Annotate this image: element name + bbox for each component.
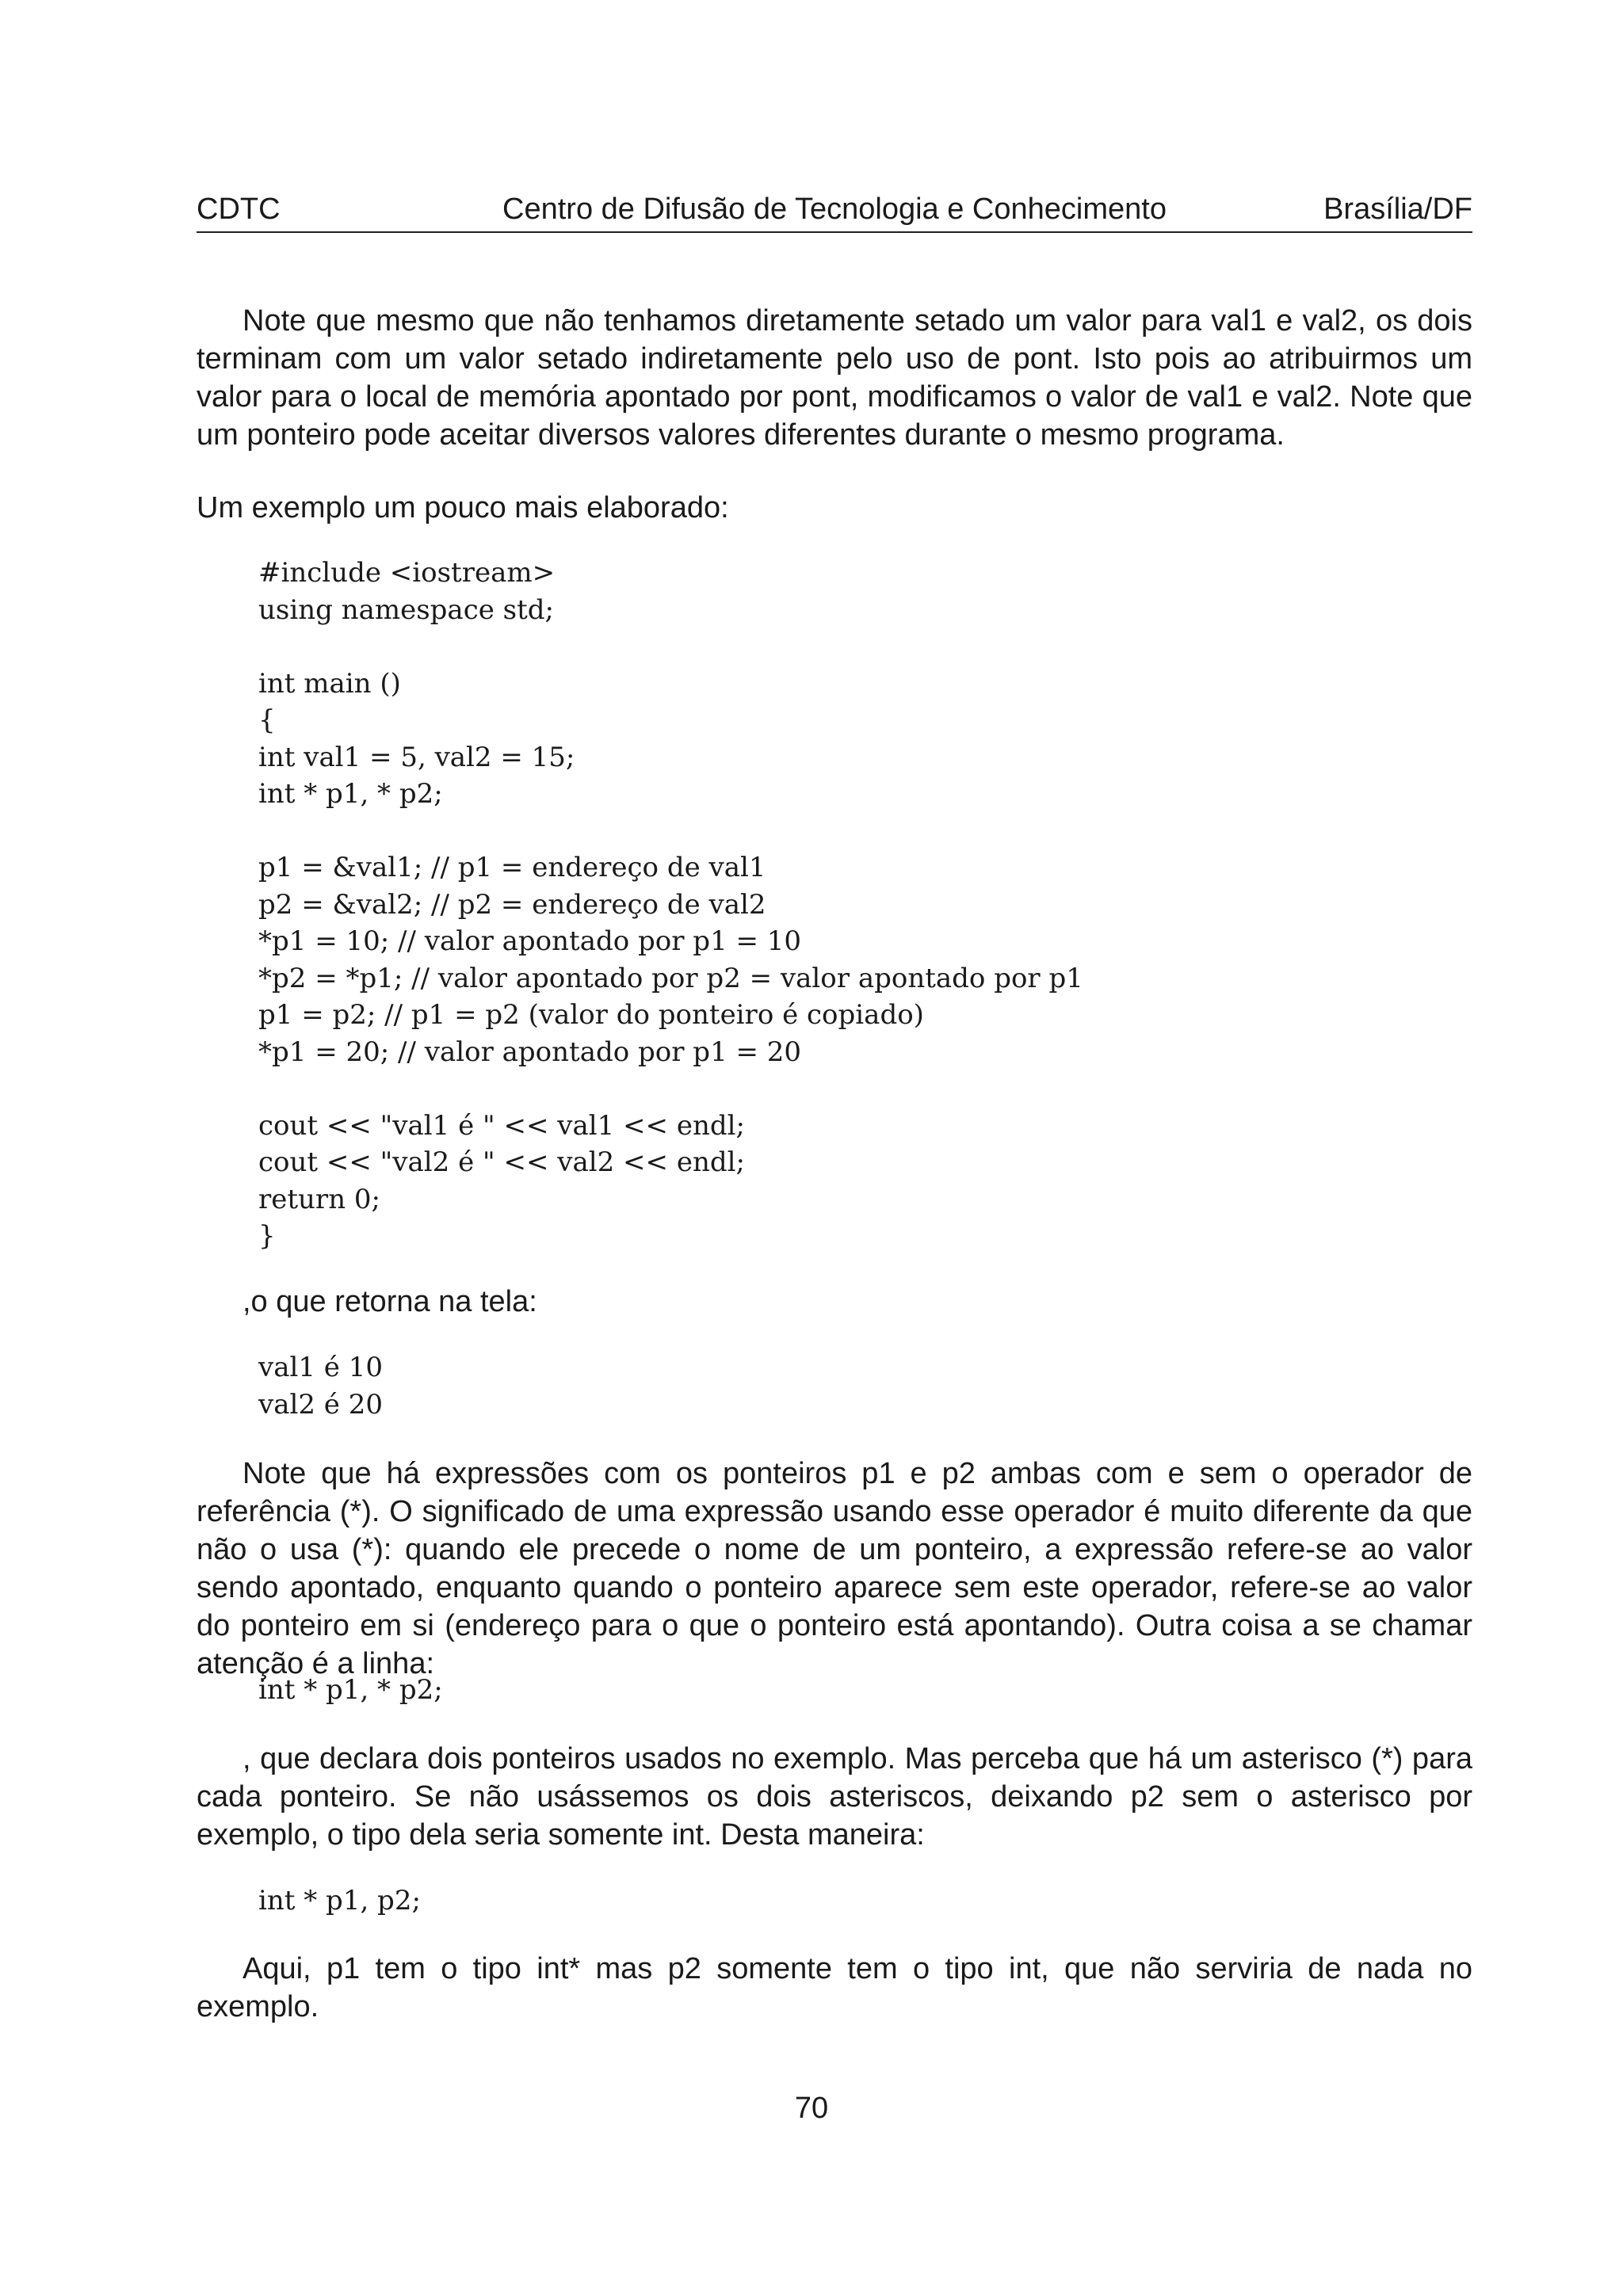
paragraph-output-intro: ,o que retorna na tela: [242, 1285, 537, 1318]
paragraph-example-intro: Um exemplo um pouco mais elaborado: [197, 491, 729, 524]
paragraph-declaration: , que declara dois ponteiros usados no exemplo. Mas perceba que há um asterisco (*) para cada ponteiro. Se não usássemos os dois asteriscos, deixando p2 sem o asterisco por exemplo, o tipo dela seria somente int. Desta maneira: [197, 1742, 1472, 1852]
header-left: CDTC [197, 193, 281, 226]
header-right: Brasília/DF [1323, 193, 1472, 226]
page-number: 70 [794, 2092, 829, 2125]
code-line-declaration-two: int * p1, * p2; [258, 1674, 443, 1706]
header-rule [197, 231, 1472, 233]
paragraph-intro: Note que mesmo que não tenhamos diretamente setado um valor para val1 e val2, os dois terminam com um valor setado indiretamente pelo uso de pont. Isto pois ao atribuirmos um valor para o local de memória apontado por pont, modificamos o valor de val1 e val2. Note que um ponteiro pode aceitar diversos valores diferentes durante o mesmo programa. [197, 304, 1472, 452]
paragraph-conclusion: Aqui, p1 tem o tipo int* mas p2 somente tem o tipo int, que não serviria de nada no exemplo. [197, 1952, 1472, 2023]
header-center: Centro de Difusão de Tecnologia e Conhecimento [502, 193, 1167, 226]
page-header [197, 193, 1472, 232]
code-line-declaration-one: int * p1, p2; [258, 1885, 421, 1917]
code-block-example: #include <iostream> using namespace std; int main () { int val1 = 5, val2 = 15; int * p1, * p2; p1 = &val1; // p1 = endereço de val1 p2 = &val2; // p2 = endereço de val2 *p1 = 10; // valor apontado por p1 = 10 *p2 = *p1; // valor apontado por p2 = valor apontado por p1 p1 = p2; // p1 = p2 (valor do ponteiro é copiado) *p1 = 20; // valor apontado por p1 = 20 cout << "val1 é " << val1 << endl; cout << "val2 é " << val2 << endl; return 0; } [258, 557, 1083, 1252]
paragraph-operator: Note que há expressões com os ponteiros p1 e p2 ambas com e sem o operador de referência (*). O significado de uma expressão usando esse operador é muito diferente da que não o usa (*): quando ele precede o nome de um ponteiro, a expressão refere-se ao valor sendo apontado, enquanto quando o ponteiro aparece sem este operador, refere-se ao valor do ponteiro em si (endereço para o que o ponteiro está apontando). Outra coisa a se chamar atenção é a linha: [197, 1457, 1472, 1680]
code-block-output: val1 é 10 val2 é 20 [258, 1352, 383, 1421]
